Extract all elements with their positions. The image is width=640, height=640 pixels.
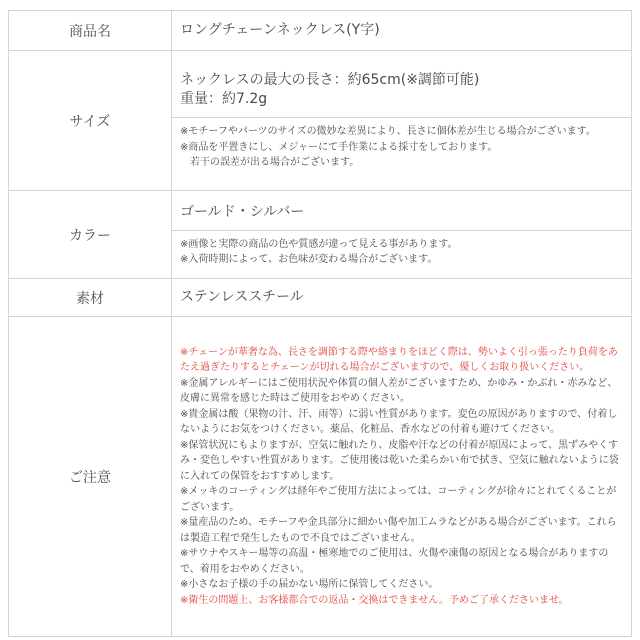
caution-note: ※メッキのコーティングは経年やご使用方法によっては、コーティングが徐々にとれてくることがございます。 xyxy=(180,486,617,513)
size-length: ネックレスの最大の長さ：約65cm(※調節可能) xyxy=(180,72,480,89)
caution-note: ※金属アレルギーにはご使用状況や体質の個人差がございますため、かゆみ・かぶれ・赤みなど、皮膚に異常を感じた時はご使用をおやめください。 xyxy=(180,377,618,405)
label-product-name: 商品名 xyxy=(9,11,172,51)
row-size xyxy=(9,51,632,191)
caution-note: ※貴金属は酸（果物の汁、汗、雨等）に弱い性質があります。変色の原因がありますので、付着しないようにお気をつけください。薬品、化粧品、香水などの付着も避けてください。 xyxy=(180,408,618,436)
caution-warning-bottom: ※衛生の問題上、お客様都合での返品・交換はできません。予めご了承くださいませ。 xyxy=(180,594,569,606)
size-note: ※商品を平置きにし、メジャーにて手作業による採寸をしております。 xyxy=(180,141,498,153)
size-note: ※モチーフやパーツのサイズの微妙な差異により、長さに個体差が生じる場合がございます。 xyxy=(180,126,596,138)
product-spec-sheet xyxy=(8,10,632,637)
color-value: ゴールド・シルバー xyxy=(180,203,305,220)
caution-note: ※小さなお子様の手の届かない場所に保管してください。 xyxy=(180,579,439,591)
caution-note: ※量産品のため、モチーフや金具部分に細かい傷や加工ムラなどがある場合がございます。これらは製造工程で発生したもので不良ではございません。 xyxy=(180,517,617,544)
size-weight: 重量：約7.2g xyxy=(180,91,268,108)
label-material: 素材 xyxy=(9,279,172,317)
color-note: ※画像と実際の商品の色や質感が違って見える事があります。 xyxy=(180,238,458,250)
row-color xyxy=(9,191,632,279)
size-note: 若干の誤差が出る場合がございます。 xyxy=(190,157,360,169)
spec-table xyxy=(8,10,632,637)
value-product-name: ロングチェーンネックレス(Y字) xyxy=(172,11,632,51)
row-material xyxy=(9,279,632,317)
value-caution xyxy=(172,317,632,637)
caution-note: ※サウナやスキー場等の高温・極寒地でのご使用は、火傷や凍傷の原因となる場合がありますので、着用をおやめください。 xyxy=(180,548,609,575)
value-size xyxy=(172,51,632,191)
label-color: カラー xyxy=(9,191,172,279)
caution-note: ※保管状況にもよりますが、空気に触れたり、皮脂や汗などの付着が原因によって、黒ずみやくすみ・変色しやすい性質があります。ご使用後は乾いた柔らかい布で拭き、空気に触れないように袋に入れての保管をおすすめします。 xyxy=(180,439,619,482)
row-product-name xyxy=(9,11,632,51)
label-caution: ご注意 xyxy=(9,317,172,637)
label-size: サイズ xyxy=(9,51,172,191)
color-note: ※入荷時期によって、お色味が変わる場合がございます。 xyxy=(180,254,438,265)
value-color xyxy=(172,191,632,279)
caution-warning-top: ※チェーンが華奢な為、長さを調節する際や絡まりをほどく際は、勢いよく引っ張ったり負荷をあたえ過ぎたりするとチェーンが切れる場合がございますので、優しくお取り扱いください。 xyxy=(180,346,618,374)
value-material: ステンレススチール xyxy=(172,279,632,317)
row-caution xyxy=(9,317,632,637)
